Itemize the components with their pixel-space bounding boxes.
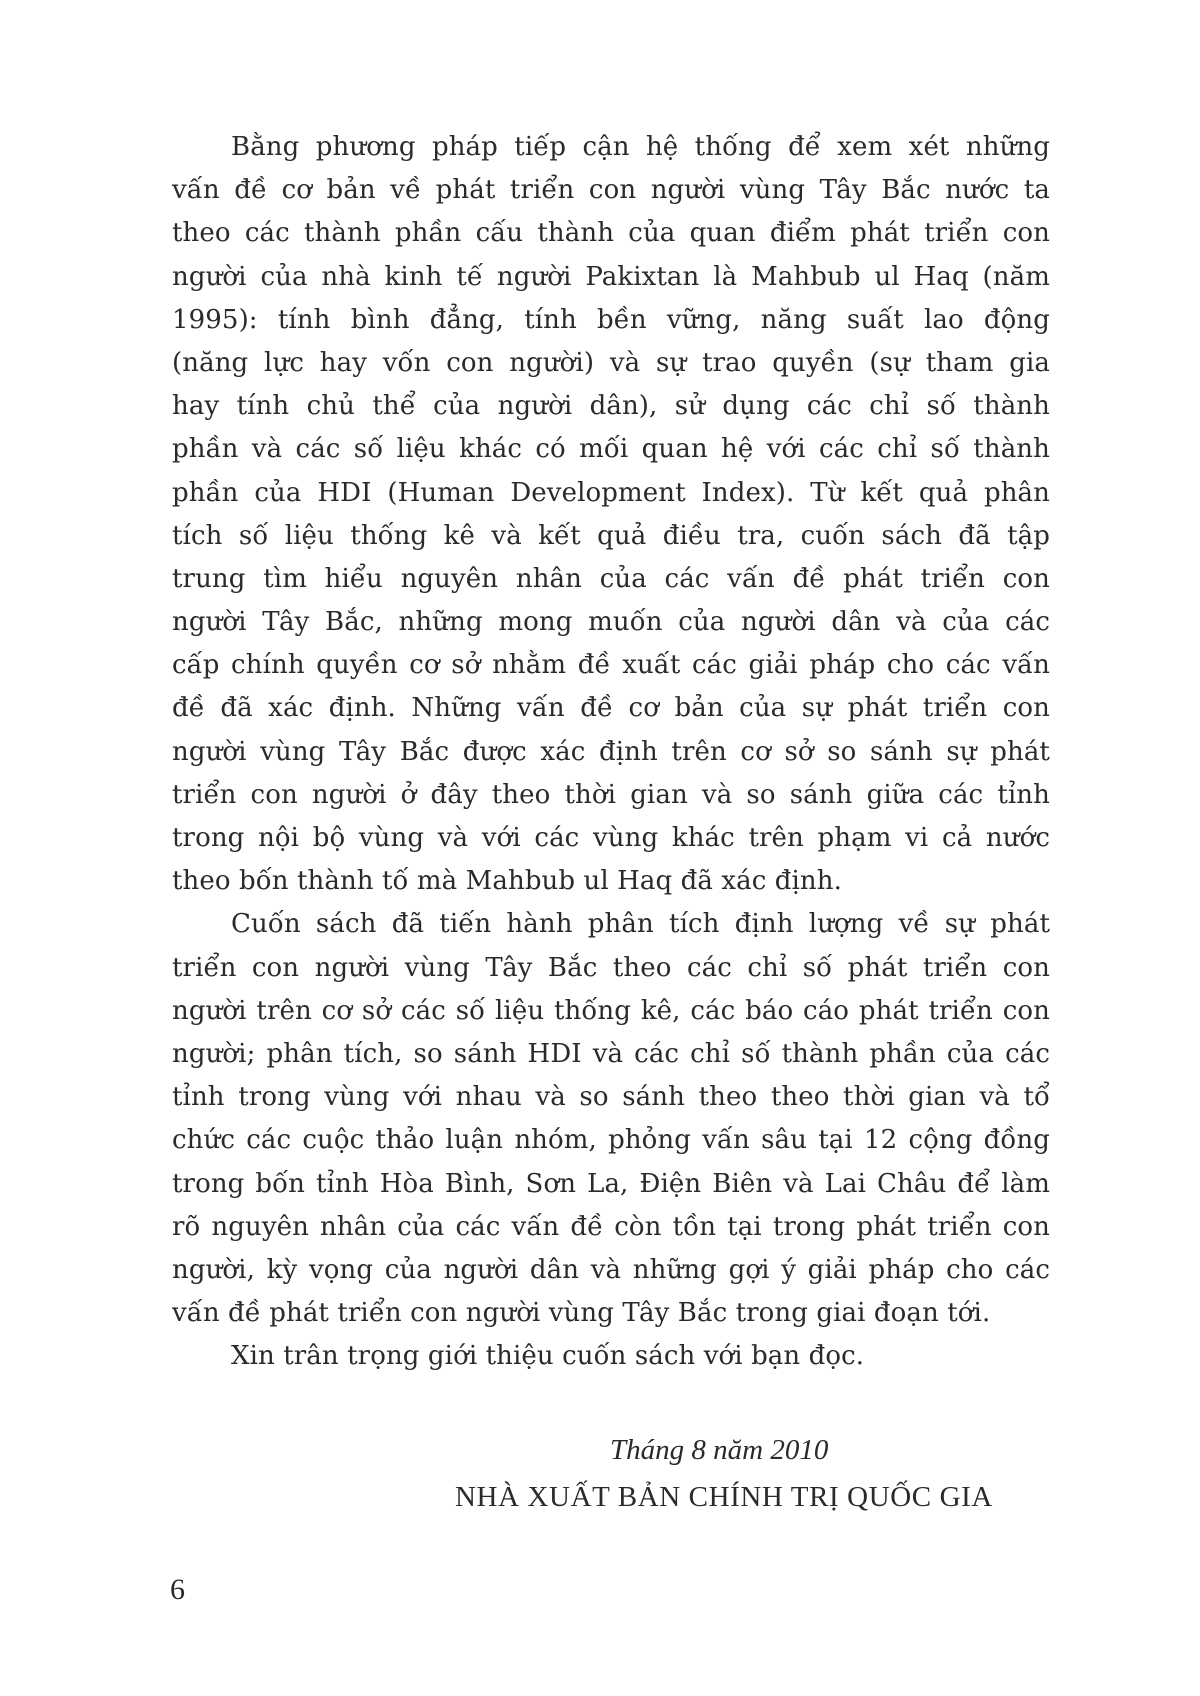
paragraph-2	[172, 903, 1050, 1335]
text-line: theo bốn thành tố mà Mahbub ul Haq đã xác định.	[172, 866, 842, 897]
text-line: triển con người ở đây theo thời gian và so sánh giữa các tỉnh	[172, 779, 1050, 810]
text-line: vấn đề cơ bản về phát triển con người vùng Tây Bắc nước ta	[172, 175, 1050, 206]
text-line: trung tìm hiểu nguyên nhân của các vấn đề phát triển con	[172, 563, 1050, 594]
page-number: 6	[170, 1573, 185, 1606]
signature-publisher: NHÀ XUẤT BẢN CHÍNH TRỊ QUỐC GIA	[455, 1481, 993, 1513]
paragraph-1	[172, 126, 1050, 903]
text-line: vấn đề phát triển con người vùng Tây Bắc trong giai đoạn tới.	[172, 1298, 991, 1329]
text-line: người của nhà kinh tế người Pakixtan là Mahbub ul Haq (năm	[172, 261, 1050, 292]
body-text	[172, 126, 1050, 1378]
text-line: tích số liệu thống kê và kết quả điều tra, cuốn sách đã tập	[172, 520, 1050, 551]
text-line: (năng lực hay vốn con người) và sự trao quyền (sự tham gia	[172, 347, 1050, 378]
text-line: Cuốn sách đã tiến hành phân tích định lượng về sự phát	[231, 909, 1050, 940]
text-line: chức các cuộc thảo luận nhóm, phỏng vấn sâu tại 12 cộng đồng	[172, 1125, 1050, 1156]
text-line: Xin trân trọng giới thiệu cuốn sách với bạn đọc.	[231, 1341, 865, 1372]
text-line: người vùng Tây Bắc được xác định trên cơ sở so sánh sự phát	[172, 736, 1050, 767]
text-line: người; phân tích, so sánh HDI và các chỉ số thành phần của các	[172, 1038, 1050, 1069]
signature-date: Tháng 8 năm 2010	[610, 1434, 829, 1466]
text-line: rõ nguyên nhân của các vấn đề còn tồn tại trong phát triển con	[172, 1211, 1050, 1242]
text-line: triển con người vùng Tây Bắc theo các chỉ số phát triển con	[172, 952, 1050, 983]
text-line: Bằng phương pháp tiếp cận hệ thống để xem xét những	[231, 132, 1050, 162]
text-line: trong nội bộ vùng và với các vùng khác trên phạm vi cả nước	[172, 823, 1050, 853]
text-line: phần của HDI (Human Development Index). Từ kết quả phân	[172, 477, 1050, 508]
text-line: phần và các số liệu khác có mối quan hệ với các chỉ số thành	[172, 434, 1050, 465]
text-line: hay tính chủ thể của người dân), sử dụng các chỉ số thành	[172, 391, 1050, 422]
text-line: trong bốn tỉnh Hòa Bình, Sơn La, Điện Biên và Lai Châu để làm	[172, 1168, 1050, 1199]
text-line: 1995): tính bình đẳng, tính bền vững, năng suất lao động	[172, 304, 1050, 335]
text-line: người trên cơ sở các số liệu thống kê, các báo cáo phát triển con	[172, 995, 1050, 1026]
paragraph-3	[172, 1335, 1050, 1378]
text-line: người, kỳ vọng của người dân và những gợi ý giải pháp cho các	[172, 1254, 1050, 1285]
text-line: đề đã xác định. Những vấn đề cơ bản của sự phát triển con	[172, 693, 1050, 724]
text-line: tỉnh trong vùng với nhau và so sánh theo theo thời gian và tổ	[172, 1082, 1050, 1113]
text-line: người Tây Bắc, những mong muốn của người dân và của các	[172, 607, 1050, 638]
text-line: theo các thành phần cấu thành của quan điểm phát triển con	[172, 218, 1050, 249]
text-line: cấp chính quyền cơ sở nhằm đề xuất các giải pháp cho các vấn	[172, 650, 1050, 681]
